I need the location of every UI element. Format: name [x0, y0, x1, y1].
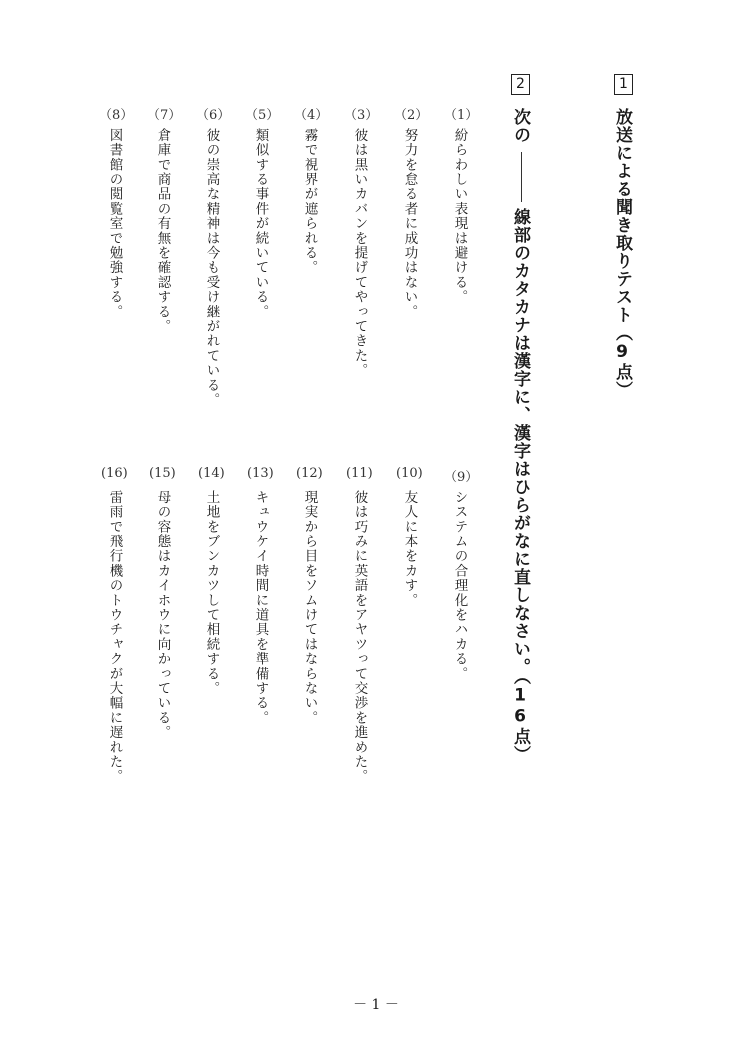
question-text-16: 雷雨で飛行機のトウチャクが大幅に遅れた。 — [106, 490, 123, 784]
question-number-16: (16) — [101, 466, 128, 481]
question-number-5: （5） — [245, 108, 280, 123]
question-text-5: 類似する事件が続いている。 — [252, 128, 269, 320]
question-text-12: 現実から目をソムけてはならない。 — [301, 490, 318, 726]
question-text-3: 彼は黒いカバンを提げてやってきた。 — [351, 128, 368, 378]
question-text-4: 霧で視界が遮られる。 — [301, 128, 318, 275]
question-number-8: （8） — [99, 108, 134, 123]
question-number-6: （6） — [196, 108, 231, 123]
instruction-blank-line — [521, 152, 522, 202]
question-number-11: (11) — [346, 466, 373, 481]
section2-number-box: 2 — [511, 74, 530, 95]
question-number-13: (13) — [247, 466, 274, 481]
question-number-1: （1） — [444, 108, 479, 123]
section1-title: 放送による聞き取りテスト（9点） — [612, 108, 632, 399]
question-number-4: （4） — [294, 108, 329, 123]
question-text-7: 倉庫で商品の有無を確認する。 — [154, 128, 171, 334]
section2-instruction-start: 次の — [510, 108, 530, 144]
question-text-9: システムの合理化をハカる。 — [451, 490, 468, 682]
section2-instruction-end: 線部のカタカナは漢字に、漢字はひらがなに直しなさい。（16点） — [510, 208, 530, 764]
question-number-12: (12) — [296, 466, 323, 481]
question-number-2: （2） — [394, 108, 429, 123]
section1-number-box: 1 — [614, 74, 633, 95]
question-text-1: 紛らわしい表現は避ける。 — [451, 128, 468, 305]
question-number-14: (14) — [198, 466, 225, 481]
question-text-8: 図書館の閲覧室で勉強する。 — [106, 128, 123, 320]
question-text-14: 土地をブンカツして相続する。 — [203, 490, 220, 696]
question-number-3: （3） — [344, 108, 379, 123]
question-text-10: 友人に本をカす。 — [401, 490, 418, 608]
question-number-10: (10) — [396, 466, 423, 481]
page-number: － 1 － — [353, 997, 399, 1013]
question-text-15: 母の容態はカイホウに向かっている。 — [154, 490, 171, 740]
question-number-15: (15) — [149, 466, 176, 481]
question-number-9: （9） — [444, 470, 479, 485]
question-text-11: 彼は巧みに英語をアヤツって交渉を進めた。 — [351, 490, 368, 784]
question-text-13: キュウケイ時間に道具を準備する。 — [252, 490, 269, 726]
question-text-2: 努力を怠る者に成功はない。 — [401, 128, 418, 320]
question-number-7: （7） — [147, 108, 182, 123]
question-text-6: 彼の崇高な精神は今も受け継がれている。 — [203, 128, 220, 408]
